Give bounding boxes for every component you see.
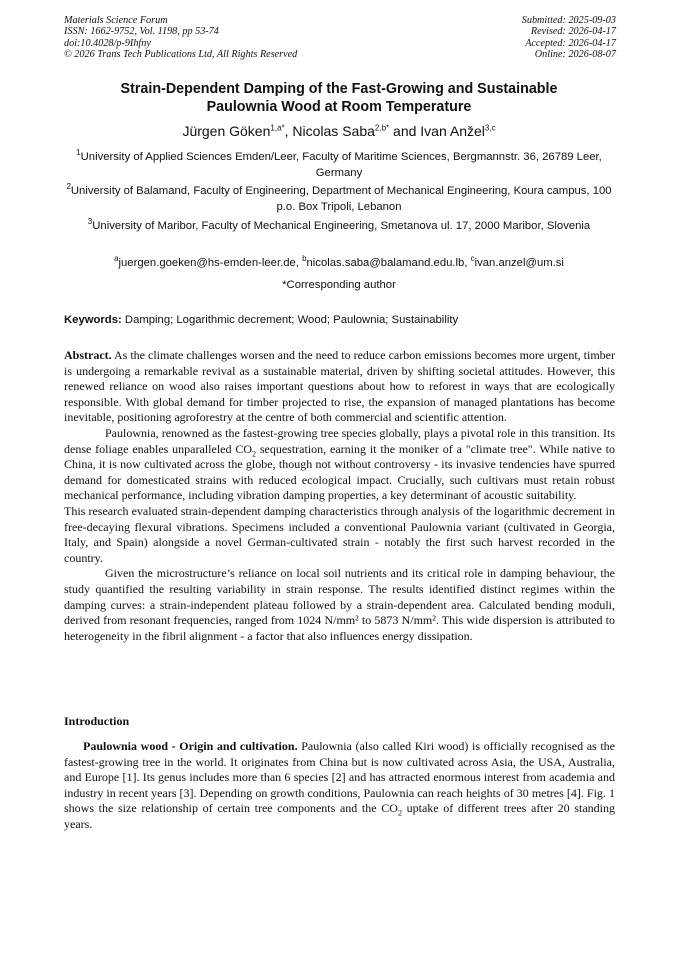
keywords: [64, 313, 616, 328]
abstract-paragraph-1: [64, 348, 615, 426]
affiliation-marker: 1: [76, 148, 81, 158]
journal-header-right: [522, 15, 616, 61]
author-name: Ivan Anžel: [420, 123, 485, 139]
doi-line: doi:10.4028/p-9Ihfny: [64, 37, 151, 49]
introduction-heading: Introduction: [64, 714, 130, 728]
introduction-text: Paulownia (also called Kiri wood) is officially recognised as the fastest-growing tree in the world. It originates from China but is now cultivated across Asia, the USA, Australia, and Europe [1]. Its genus includes more than 6 species [2] and has attracted enormous interest from academia and industry in recent years [3]. Depending on growth conditions, Paulownia can reach heights of 30 metres [4]. Fig. 1 shows the size relationship of certain tree components and the CO: [64, 739, 616, 815]
copyright-line: © 2026 Trans Tech Publications Ltd, All Rights Reserved: [64, 49, 298, 61]
online-date: Online: 2026-08-07: [534, 49, 616, 61]
abstract: [64, 348, 615, 644]
issn-line: ISSN: 1662-9752, Vol. 1198, pp 53-74: [64, 26, 219, 38]
email-link[interactable]: ivan.anzel@um.si: [474, 257, 564, 269]
subscript: 2: [252, 448, 256, 458]
subscript: 2: [397, 808, 402, 818]
abstract-text: sequestration, earning it the moniker of a "climate tree". While native to China, it is now cultivated across the globe, though not without controversy - its invasive tendencies have spurred demand for domesticated strains with reduced ecological impact. Crucially, such cultivars must retain robust mechanical performance, including vibration damping properties, a key determinant of acoustic suitability.: [64, 441, 615, 503]
keywords-label: Keywords:: [64, 314, 122, 326]
affiliation-text: University of Maribor, Faculty of Mechanical Engineering, Smetanova ul. 17, 2000 Maribor, Slovenia: [92, 220, 591, 232]
affiliation-2: [64, 183, 614, 216]
email-marker: c: [470, 254, 475, 264]
submitted-date: Submitted: 2025-09-03: [521, 15, 616, 26]
email-marker: b: [302, 254, 307, 264]
introduction-text: uptake of different trees after 20 standing years.: [64, 801, 615, 831]
affiliation-1: [64, 149, 614, 182]
abstract-paragraph-4: Given the microstructure’s reliance on local soil nutrients and its critical role in damping behaviour, the study quantified the resulting variability in strain response. The results identified distinct regimes within the damping curves: a strain-independent plateau followed by a strain-dependent area. Calculated bending moduli, derived from resonant frequencies, ranged from 1024 N/mm² to 5873 N/mm². This wide dispersion is attributed to heterogeneity in the fibril alignment - a factor that also influences energy dissipation.: [64, 566, 615, 643]
author-separator: and: [389, 123, 421, 139]
affiliation-marker: 3: [87, 217, 93, 227]
affiliation-marker: 2: [66, 182, 71, 192]
abstract-paragraph-3: This research evaluated strain-dependent damping characteristics through analysis of the logarithmic decrement in free-decaying flexural vibrations. Specimens included a conventional Paulownia variant (cultivated in Georgia, Italy, and Spain) alongside a novel German-cultivated strain - notably the first such harvest recorded in the country.: [64, 503, 615, 565]
accepted-date: Accepted: 2026-04-17: [525, 37, 616, 49]
keywords-text: Damping; Logarithmic decrement; Wood; Paulownia; Sustainability: [121, 314, 459, 326]
journal-header-left: [64, 15, 297, 61]
author-emails: [64, 255, 614, 271]
revised-date: Revised: 2026-04-17: [530, 26, 616, 38]
affiliation-3: [64, 218, 614, 234]
paper-title: [60, 81, 618, 116]
abstract-label: Abstract.: [64, 348, 112, 362]
email-link[interactable]: nicolas.saba@balamand.edu.lb,: [306, 257, 471, 269]
author-superscript: 3,c: [484, 123, 496, 133]
author-superscript: 1,a*: [270, 123, 285, 133]
title-line-2: Paulownia Wood at Room Temperature: [206, 98, 472, 115]
journal-name: Materials Science Forum: [64, 15, 168, 26]
title-line-1: Strain-Dependent Damping of the Fast-Growing and Sustainable: [120, 81, 558, 97]
author-separator: ,: [284, 123, 293, 139]
abstract-text: As the climate challenges worsen and the need to reduce carbon emissions becomes more urgent, timber is undergoing a remarkable revival as a sustainable material, driven by shifting societal attitudes. However, this renewed reliance on wood also raises important questions about how to reforest in ways that are ecologically responsible. With global demand for timber projected to rise, the expansion of managed plantations has become inevitable, positioning agroforestry at the centre of both commercial and scientific attention.: [64, 348, 615, 425]
author-superscript: 2,b*: [374, 123, 390, 133]
affiliation-text: University of Balamand, Faculty of Engineering, Department of Mechanical Engineering, Koura campus, 100 p.o. Box Tripoli, Lebanon: [70, 185, 612, 214]
email-marker: a: [114, 254, 119, 264]
abstract-paragraph-2: [64, 426, 615, 504]
author-name: Nicolas Saba: [292, 123, 375, 139]
author-list: [40, 122, 638, 140]
introduction-paragraph: [64, 739, 615, 832]
affiliation-text: University of Applied Sciences Emden/Leer, Faculty of Maritime Sciences, Bergmannstr. 36, 26789 Leer, Germany: [80, 151, 602, 180]
author-name: Jürgen Göken: [182, 123, 271, 139]
corresponding-author-note: *Corresponding author: [282, 279, 396, 291]
abstract-text: Paulownia, renowned as the fastest-growing tree species globally, plays a pivotal role in this transition. Its dense foliage enables unparalleled CO: [64, 425, 615, 456]
paragraph-lead-in: Paulownia wood - Origin and cultivation.: [83, 739, 298, 753]
email-link[interactable]: juergen.goeken@hs-emden-leer.de,: [118, 257, 303, 269]
